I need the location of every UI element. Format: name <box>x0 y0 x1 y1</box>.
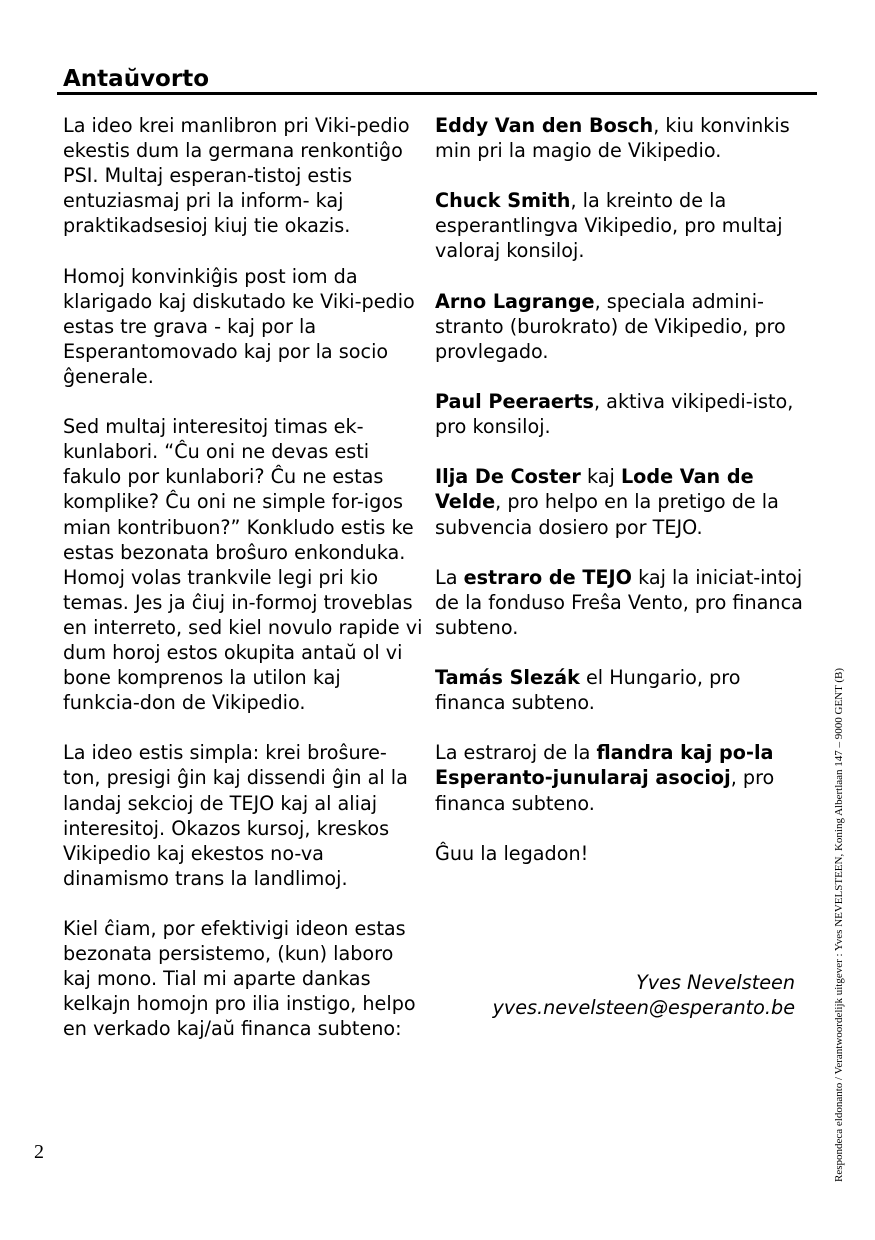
signature-name: Yves Nevelsteen <box>636 971 795 994</box>
paragraph: Kiel ĉiam, por efektivigi ideon estas bezonata persistemo, (kun) laboro kaj mono. Tial mi aparte dankas kelkajn homojn pro ilia instigo, helpo en verkado kaj/aŭ financa subteno: <box>63 917 416 1041</box>
paragraph: La ideo krei manlibron pri Viki-pedio ekestis dum la germana renkontiĝo PSI. Multaj esperan-tistoj estis entuziasmaj pri la inform- kaj praktikadsesioj kiuj tie okazis. <box>63 114 410 238</box>
thanked-name: Eddy Van den Bosch <box>435 114 654 137</box>
thanks-item: Chuck Smith, la kreinto de la esperantlingva Vikipedio, pro multaj valoraj konsiloj. <box>435 189 783 263</box>
thanked-name: Arno Lagrange <box>435 289 595 313</box>
page-title: Antaŭvorto <box>63 66 209 92</box>
thanked-name: flandra kaj po-la Esperanto-junularaj asocioj <box>435 741 774 790</box>
thanks-item: Ilja De Coster kaj Lode Van de Velde, pro helpo en la pretigo de la subvencia dosiero por TEJO. <box>435 465 779 539</box>
paragraph: Homoj konvinkiĝis post iom da klarigado kaj diskutado ke Viki-pedio estas tre grava - kaj por la Esperantomovado kaj por la socio ĝenerale. <box>63 264 415 388</box>
title-rule <box>57 92 817 95</box>
thanks-item: La estraroj de la flandra kaj po-la Esperanto-junularaj asocioj, pro financa subteno. <box>435 741 775 815</box>
signature <box>435 970 795 1020</box>
thanked-name: Lode Van de Velde <box>435 465 754 514</box>
thanks-item: Arno Lagrange, speciala admini-stranto (burokrato) de Vikipedio, pro provlegado. <box>435 289 786 363</box>
right-column <box>435 113 815 891</box>
thanks-item: Paul Peeraerts, aktiva vikipedi-isto, pro konsiloj. <box>435 390 794 439</box>
thanked-name: Tamás Slezák <box>435 666 580 690</box>
thanks-item: La estraro de TEJO kaj la iniciat-intoj de la fonduso Freŝa Vento, pro financa subteno. <box>435 565 803 639</box>
left-column <box>63 113 423 1067</box>
thanked-name: Ilja De Coster <box>435 465 581 489</box>
page-number: 2 <box>34 1141 44 1163</box>
signature-email: yves.nevelsteen@esperanto.be <box>492 996 795 1020</box>
paragraph: La ideo estis simpla: krei broŝure-ton, presigi ĝin kaj dissendi ĝin al la landaj sekcioj de TEJO kaj al aliaj interesitoj. Okazos kursoj, kreskos Vikipedio kaj ekestos no-va dinamismo trans la landlimoj. <box>63 741 408 890</box>
thanked-name: estraro de TEJO <box>463 565 632 589</box>
thanks-item: Tamás Slezák el Hungario, pro financa subteno. <box>435 666 741 715</box>
closing-line: Ĝuu la legadon! <box>435 841 589 865</box>
thanks-item: Eddy Van den Bosch, kiu konvinkis min pri la magio de Vikipedio. <box>435 114 790 163</box>
thanked-name: Paul Peeraerts <box>435 390 594 414</box>
thanked-name: Chuck Smith <box>435 189 571 213</box>
paragraph: Sed multaj interesitoj timas ek-kunlabori. “Ĉu oni ne devas esti fakulo por kunlabori? Ĉu ne estas komplike? Ĉu oni ne simple for-igos mian kontribuon?” Konkludo estis ke estas bezonata broŝuro enkonduka. Homoj volas trankvile legi pri kio temas. Jes ja ĉiuj in-formoj troveblas en interreto, sed kiel novulo rapide vi dum horoj estos okupita antaŭ ol vi bone komprenos la utilon kaj funkcia-don de Vikipedio. <box>63 415 423 715</box>
publisher-note: Respondeca eldonanto / Verantwoordelijk uitgever : Yves NEVELSTEEN, Koning Albertlaan 147 – 9000 GENT (B) <box>833 667 845 1182</box>
